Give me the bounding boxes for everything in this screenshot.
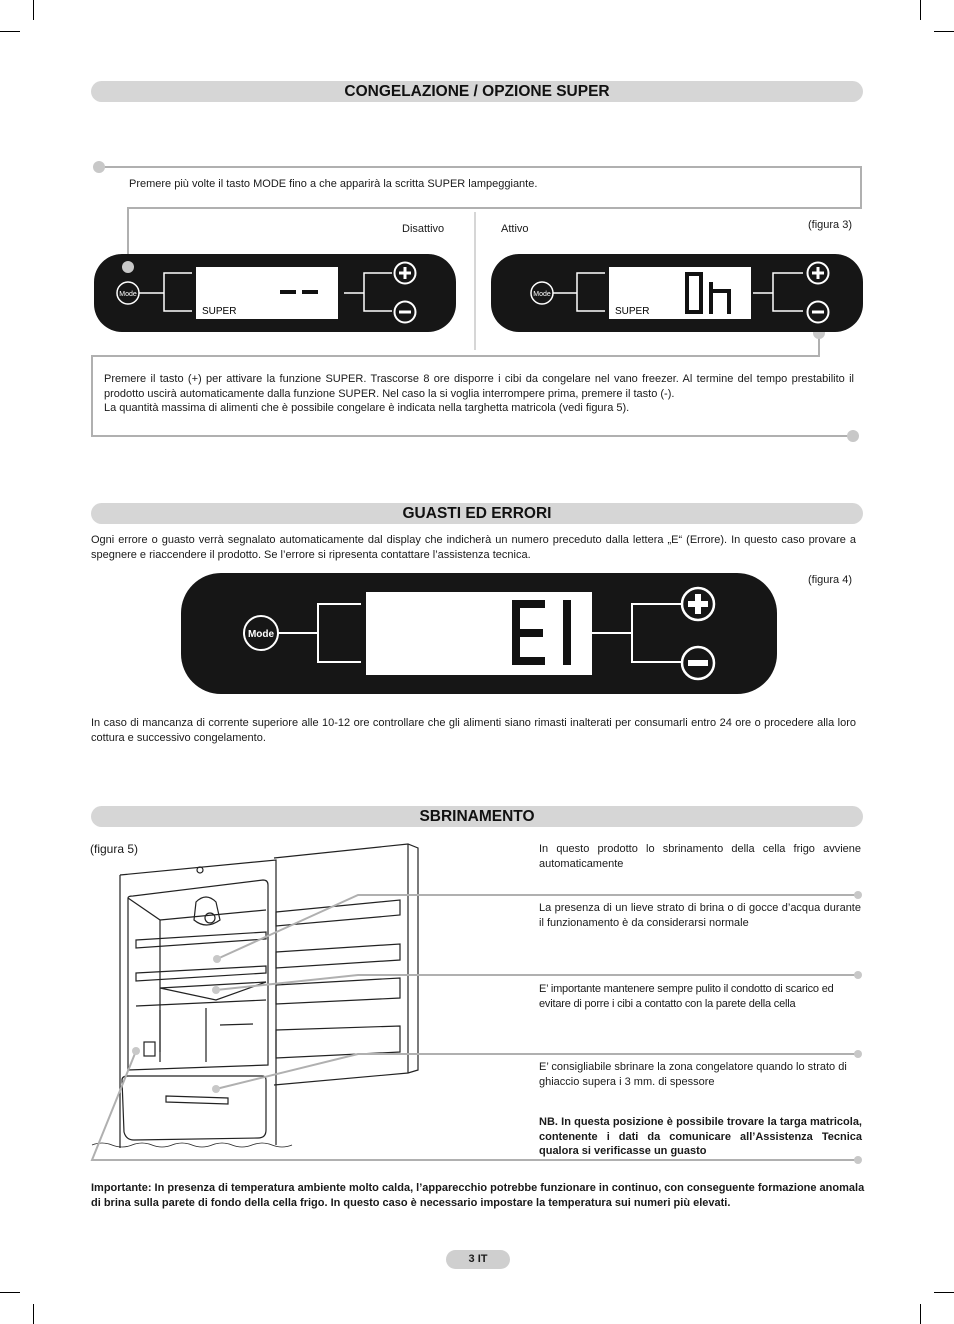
control-panel-off [94,254,456,332]
defrost-note-nb: NB. In questa posizione è possibile trovare la targa matricola, contenente i dati da comunicare all’Assistenza Tecnica qualora si verificasse un guasto [539,1116,862,1157]
power-outage-note: In caso di mancanza di corrente superiore alle 10-12 ore controllare che gli alimenti siano rimasti inalterati per consumarli entro 24 ore o procedere alla loro cottura e successivo congelamento. [91,717,856,744]
label-disattivo: Disattivo [402,223,445,235]
figure-3-label: (figura 3) [808,219,853,231]
minus-button[interactable] [682,647,714,679]
control-panel-error [181,573,777,694]
defrost-note-1: In questo prodotto lo sbrinamento della cella frigo avviene automaticamente [539,843,861,870]
errors-intro: Ogni errore o guasto verrà segnalato automaticamente dal display che indicherà un numero preceduto dalla lettera „E“ (Errore). In questo caso provare a spegnere e riaccendere il prodotto. Se l’errore si ripresenta contattare l’assistenza tecnica. [91,534,856,561]
figure-5-label: (figura 5) [90,842,139,856]
instruction-mode: Premere più volte il tasto MODE fino a che apparirà la scritta SUPER lampeggiante. [129,178,538,190]
mode-label: Mode [533,291,551,298]
plus-button[interactable] [808,263,829,284]
important-note: Importante: In presenza di temperatura ambiente molto calda, l’apparecchio potrebbe funzionare in continuo, con conseguente formazione anomala di brina sulla parete di fondo della cella frigo. In questo caso è necessario impostare la temperatura sui numeri più elevati. [91,1182,865,1209]
section-title-defrost: SBRINAMENTO [91,806,863,827]
label-attivo: Attivo [501,223,529,235]
control-panel-on [491,254,863,332]
lcd-super-tag: SUPER [202,306,237,317]
figure-4-label: (figura 4) [808,574,853,586]
section-title-super: CONGELAZIONE / OPZIONE SUPER [91,81,863,102]
instruction-quantity: La quantità massima di alimenti che è possibile congelare è indicata nella targhetta matricola (vedi figura 5). [104,402,630,414]
page-number: 3 IT [446,1250,510,1269]
defrost-note-4: E’ consigliabile sbrinare la zona congelatore quando lo strato di ghiaccio supera i 3 mm. di spessore [539,1061,847,1088]
defrost-note-3: E’ importante mantenere sempre pulito il condotto di scarico ed evitare di porre i cibi a contatto con la parete della cella [539,983,834,1010]
mode-label: Mode [247,629,275,640]
section-title-errors: GUASTI ED ERRORI [91,503,863,524]
plus-button[interactable] [682,588,714,620]
lcd-super-tag: SUPER [615,306,650,317]
plus-button[interactable] [395,263,416,284]
defrost-note-2: La presenza di un lieve strato di brina o di gocce d’acqua durante il funzionamento è da considerarsi normale [539,902,861,929]
mode-label: Mode [119,291,137,298]
minus-button[interactable] [808,302,829,323]
instruction-plus: Premere il tasto (+) per attivare la funzione SUPER. Trascorse 8 ore disporre i cibi da congelare nel vano freezer. Al termine del tempo prestabilito il prodotto uscirà automaticamente dalla funzione SUPER. Nel caso la si voglia interrompere prima, premere il tasto (-). [104,373,854,400]
minus-button[interactable] [395,302,416,323]
lcd-display [366,592,592,675]
